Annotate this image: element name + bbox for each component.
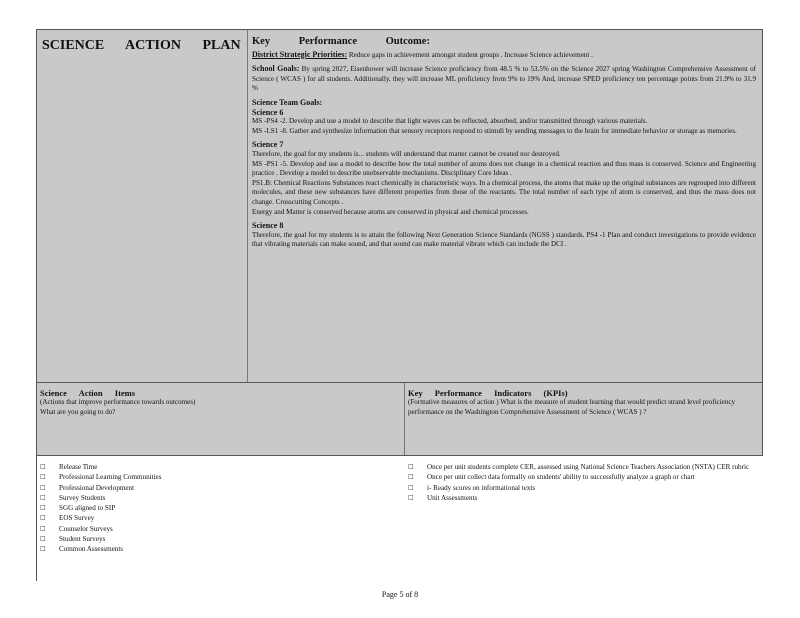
action-item-text: Professional Development xyxy=(59,483,135,492)
list-item xyxy=(40,493,402,503)
top-row xyxy=(36,29,763,383)
action-item-text: SGG aligned to SIP xyxy=(59,504,116,513)
action-item-text: EOS Survey xyxy=(59,514,95,523)
checkbox-icon[interactable]: □ xyxy=(408,483,414,491)
kpi-item-text: Once per unit students complete CER, assessed using National Science Teachers Association (NSTA) CER rubric xyxy=(427,463,750,471)
checkbox-icon[interactable]: □ xyxy=(408,473,414,481)
science6-line: MS -LS1 -8. Gather and synthesize information that sensory receptors respond to stimuli by sending messages to the brain for immediate behavior or storage as memories. xyxy=(252,126,737,135)
title-cell xyxy=(37,30,248,382)
list-item xyxy=(40,462,402,472)
lists-row xyxy=(36,456,763,581)
science7-line: Therefore, the goal for my students is... students will understand that matter cannot be created nor destroyed. xyxy=(252,149,561,158)
page-number: Page 5 of 8 xyxy=(381,590,419,599)
action-items-sub1: (Actions that improve performance towards outcomes) xyxy=(40,398,196,407)
checkbox-icon[interactable]: □ xyxy=(40,504,46,512)
checkbox-icon[interactable]: □ xyxy=(40,535,46,543)
kpi-item-text: Unit Assessments xyxy=(427,493,478,502)
team-goals xyxy=(252,98,756,136)
header-row xyxy=(36,383,763,456)
science8-label: Science 8 xyxy=(252,221,284,231)
science8-text: Therefore, the goal for my students is to attain the following Next Generation Science Standards (NGSS ) standards. PS4 -1 Plan and conduct investigations to provide evidence that vibrating materials can make sound, and that sound can make material vibrate which can include the DCI . xyxy=(252,230,756,249)
checkbox-icon[interactable]: □ xyxy=(40,483,46,491)
checkbox-icon[interactable]: □ xyxy=(408,463,414,470)
action-items-heading: Science Action Items xyxy=(40,388,136,398)
list-item xyxy=(408,472,760,482)
action-items-sub2: What are you going to do? xyxy=(40,407,116,416)
action-item-text: Release Time xyxy=(59,463,98,471)
team-goals-label: Science Team Goals: xyxy=(252,97,323,107)
checkbox-icon[interactable]: □ xyxy=(40,524,46,532)
science6-label: Science 6 xyxy=(252,107,284,117)
science7-line: Energy and Matter is conserved because atoms are conserved in physical and chemical processes. xyxy=(252,207,529,216)
checkbox-icon[interactable]: □ xyxy=(40,463,46,470)
school-goals-label: School Goals: xyxy=(252,64,300,74)
action-plan-table xyxy=(36,29,763,581)
list-item xyxy=(408,493,760,503)
action-item-text: Common Assessments xyxy=(59,545,124,554)
science7-line: PS1.B: Chemical Reactions Substances react chemically in characteristic ways. In a chemical process, the atoms that make up the original substances are regrouped into different molecules, and these new substances have different properties from those of the reactants. The total number of each type of atom is conserved, and thus the mass does not change. Crosscutting Concepts . xyxy=(252,178,756,206)
list-item xyxy=(40,544,402,554)
list-item xyxy=(40,513,402,523)
checkbox-icon[interactable]: □ xyxy=(40,493,46,501)
list-item xyxy=(40,483,402,493)
list-item xyxy=(40,524,402,534)
action-item-text: Survey Students xyxy=(59,493,106,502)
checkbox-icon[interactable]: □ xyxy=(40,545,46,553)
list-item xyxy=(408,483,760,493)
checkbox-icon[interactable]: □ xyxy=(40,473,46,481)
science7-line: MS -PS1 -5. Develop and use a model to describe how the total number of atoms does not change in a chemical reaction and thus mass is conserved. Science and Engineering practice . Develop a model to describe unobservable mechanisms. Disciplinary Core Ideas . xyxy=(252,159,756,178)
kpi-list xyxy=(405,456,763,581)
kpi-item-text: i- Ready scores on informational texts xyxy=(427,483,536,492)
checkbox-icon[interactable]: □ xyxy=(408,493,414,501)
action-item-text: Counselor Surveys xyxy=(59,524,113,533)
district-priorities xyxy=(252,50,756,61)
action-item-text: Student Surveys xyxy=(59,535,106,544)
list-item xyxy=(40,534,402,544)
kpi-heading: Key Performance Indicators (KPIs) xyxy=(408,388,568,398)
district-label: District Strategic Priorities: xyxy=(252,49,348,59)
action-items-list xyxy=(37,456,405,581)
list-item xyxy=(408,462,760,472)
key-outcome-heading: Key Performance Outcome: xyxy=(252,36,430,47)
school-goals-text: By spring 2027, Eisenhower will increase Science proficiency from 48.5 % to 53.5% on the Science 2027 spring Washington Comprehensive Assessment of Science ( WCAS ) for all students. Additionally, they will increase ML proficiency from 9% to 19% And, increase SPED proficiency ten percentage points from 21.9% to 31.9 % xyxy=(252,65,756,93)
action-item-text: Professional Learning Communities xyxy=(59,473,162,482)
checkbox-icon[interactable]: □ xyxy=(40,514,46,522)
science7-label: Science 7 xyxy=(252,140,284,150)
action-items-header xyxy=(37,383,405,455)
list-item xyxy=(40,503,402,513)
school-goals xyxy=(252,64,756,94)
page-title: SCIENCE ACTION PLAN xyxy=(42,38,241,53)
science7-section xyxy=(252,140,756,217)
list-item xyxy=(40,472,402,482)
science6-line: MS -PS4 -2. Develop and use a model to describe that light waves can be reflected, absorbed, and/or transmitted through various materials. xyxy=(252,117,648,126)
outcome-cell xyxy=(248,30,762,382)
kpi-item-text: Once per unit collect data formally on students' ability to successfully analyze a graph or chart xyxy=(427,473,695,482)
kpi-sub: (Formative measures of action ) What is the measure of student learning that would predict strand level proficiency performance on the Washington Comprehensive Assessment of Science ( WCAS ) ? xyxy=(408,398,736,416)
kpi-header xyxy=(405,383,762,455)
district-text: Reduce gaps in achievement amongst student groups . Increase Science achievement . xyxy=(348,50,593,59)
science8-section xyxy=(252,221,756,250)
